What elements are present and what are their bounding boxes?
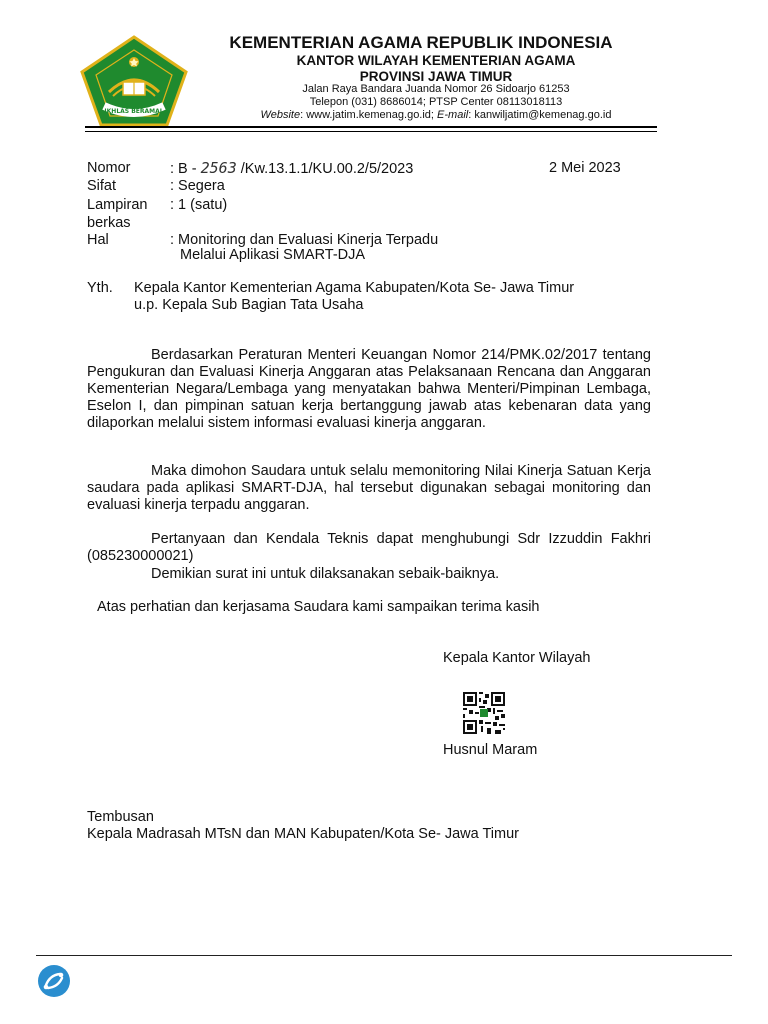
province-name: PROVINSI JAWA TIMUR bbox=[359, 69, 513, 84]
office-name: KANTOR WILAYAH KEMENTERIAN AGAMA bbox=[296, 53, 576, 68]
email[interactable]: : kanwiljatim@kemenag.go.id bbox=[468, 109, 612, 121]
lampiran-label: Lampiran bbox=[87, 197, 148, 213]
office-phone: Telepon (031) 8686014; PTSP Center 08113018113 bbox=[309, 96, 563, 108]
yth-label: Yth. bbox=[87, 280, 113, 296]
email-label: E-mail bbox=[437, 109, 469, 121]
nomor-label: Nomor bbox=[87, 160, 131, 176]
ministry-name: KEMENTERIAN AGAMA REPUBLIK INDONESIA bbox=[229, 33, 613, 52]
letterhead-rule-thin bbox=[85, 131, 657, 132]
signer-name: Husnul Maram bbox=[443, 742, 538, 758]
nomor-value bbox=[170, 159, 413, 178]
website-label: Website bbox=[260, 109, 301, 121]
sifat-label: Sifat bbox=[87, 178, 117, 194]
nomor-prefix: : B - bbox=[170, 161, 197, 177]
nomor-suffix: /Kw.13.1.1/KU.00.2/5/2023 bbox=[240, 161, 414, 177]
signature-title: Kepala Kantor Wilayah bbox=[443, 650, 591, 666]
scribd-logo-icon[interactable] bbox=[38, 965, 70, 997]
svg-text:IKHLAS BERAMAL: IKHLAS BERAMAL bbox=[104, 108, 164, 115]
hal-value-cont: Melalui Aplikasi SMART-DJA bbox=[180, 247, 366, 263]
closing-sentence: Atas perhatian dan kerjasama Saudara kami sampaikan terima kasih bbox=[97, 599, 540, 615]
body-paragraph-3: Pertanyaan dan Kendala Teknis dapat menghubungi Sdr Izzuddin Fakhri (085230000021) bbox=[87, 531, 651, 564]
addressee-line2: u.p. Kepala Sub Bagian Tata Usaha bbox=[134, 297, 364, 313]
body-paragraph-4: Demikian surat ini untuk dilaksanakan sebaik-baiknya. bbox=[151, 566, 500, 582]
office-address: Jalan Raya Bandara Juanda Nomor 26 Sidoarjo 61253 bbox=[302, 83, 570, 95]
website[interactable]: : www.jatim.kemenag.go.id; bbox=[300, 109, 434, 121]
cc-label: Tembusan bbox=[87, 809, 154, 825]
lampiran-value: : 1 (satu) bbox=[170, 197, 228, 213]
hal-value: : Monitoring dan Evaluasi Kinerja Terpadu bbox=[170, 232, 439, 248]
kemenag-logo bbox=[79, 34, 189, 128]
addressee-line1: Kepala Kantor Kementerian Agama Kabupaten/Kota Se- Jawa Timur bbox=[134, 280, 575, 296]
nomor-handwritten: 2563 bbox=[200, 159, 237, 177]
signature-qr-code bbox=[463, 692, 505, 734]
cc-line1: Kepala Madrasah MTsN dan MAN Kabupaten/Kota Se- Jawa Timur bbox=[87, 826, 519, 842]
lampiran-label-cont: berkas bbox=[87, 215, 131, 231]
hal-label: Hal bbox=[87, 232, 109, 248]
office-contact bbox=[236, 109, 636, 121]
footer-divider bbox=[36, 955, 732, 956]
body-paragraph-1: Berdasarkan Peraturan Menteri Keuangan Nomor 214/PMK.02/2017 tentang Pengukuran dan Evaluasi Kinerja Anggaran atas Pelaksanaan Rencana dan Anggaran Kementerian Negara/Lembaga yang menyatakan bahwa Menteri/Pimpinan Lembaga, Eselon I, dan pimpinan satuan kerja bertanggung jawab atas kebenaran data yang dilaporkan melalui sistem informasi evaluasi kinerja anggaran. bbox=[87, 347, 651, 431]
letterhead-rule-thick bbox=[85, 126, 657, 128]
sifat-value: : Segera bbox=[170, 178, 225, 194]
body-paragraph-2: Maka dimohon Saudara untuk selalu memonitoring Nilai Kinerja Satuan Kerja saudara pada aplikasi SMART-DJA, hal tersebut digunakan sebagai monitoring dan evaluasi kinerja terpadu anggaran. bbox=[87, 463, 651, 513]
letter-date: 2 Mei 2023 bbox=[549, 160, 621, 176]
